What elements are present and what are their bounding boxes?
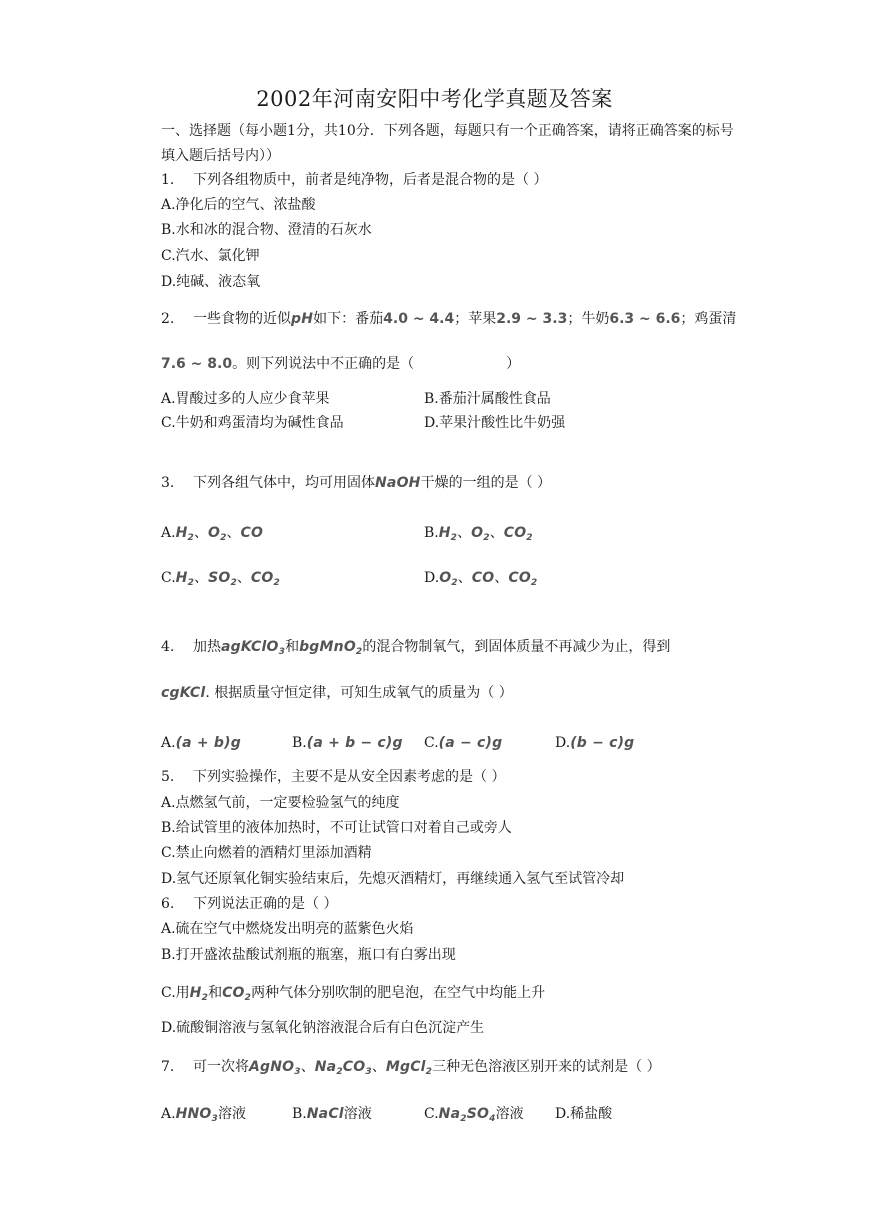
formula-co: CO [471, 570, 495, 586]
question-2 [161, 309, 736, 329]
formula-co2: $CO_2$ [250, 570, 280, 588]
q7-text: 三种无色溶液区别开来的试剂是（ ） [432, 1059, 661, 1075]
q2-text: ；苹果 [454, 311, 497, 327]
question-6 [161, 894, 337, 914]
option-label: D. [555, 735, 571, 751]
q6-option-a: A.硫在空气中燃烧发出明亮的蓝紫色火焰 [161, 921, 414, 937]
question-number: 5. [161, 769, 175, 785]
formula-h2: $H_2$ [175, 570, 195, 588]
question-number: 7. [161, 1059, 175, 1075]
formula-o2: $O_2$ [439, 570, 458, 588]
q6-text: 和 [208, 985, 223, 1001]
q2-option-c: C.牛奶和鸡蛋清均为碱性食品 [161, 415, 344, 431]
question-7: 7. 可一次将AgNO$_3$、$Na_2CO_3$、MgCl$_2$三种无色溶液区别开来的试剂是（ ） [161, 1059, 661, 1077]
q5-option-c: C.禁止向燃着的酒精灯里添加酒精 [161, 845, 372, 861]
question-3 [161, 473, 551, 493]
q4-text: 和 [285, 639, 300, 655]
question-2-cont [161, 354, 520, 374]
option-label: A. [161, 735, 176, 751]
formula-agno3: AgNO$_3$ [249, 1059, 301, 1077]
q4-option-d [555, 733, 634, 753]
option-label: B. [292, 735, 307, 751]
formula-co2: $CO_2$ [222, 985, 252, 1003]
q2-text: ） [506, 356, 521, 372]
q3-option-c: $C.H_2$、$SO_2$、$CO_2$ [161, 570, 280, 588]
page-title: 2002年河南安阳中考化学真题及答案 [256, 87, 613, 111]
ph-range-apple: 2.9 ~ 3.3 [496, 311, 568, 327]
q3-option-d: $D.O_2$、CO、$CO_2$ [424, 570, 538, 588]
question-stem: 下列说法正确的是（ ） [193, 896, 338, 912]
q1-option-b: B.水和冰的混合物、澄清的石灰水 [161, 222, 372, 238]
question-number: 4. [161, 639, 175, 655]
formula-h2: $H_2$ [189, 985, 209, 1003]
option-label: B. [292, 1106, 307, 1122]
option-label: D. [424, 570, 440, 586]
q4-option-c [424, 733, 502, 753]
question-4 [161, 637, 670, 657]
formula-nacl: NaCl [306, 1106, 344, 1122]
formula-o2: $O_2$ [471, 525, 490, 543]
q3-text: 干燥的一组的是（ ） [420, 475, 552, 491]
q2-option-d: D.苹果汁酸性比牛奶强 [424, 415, 566, 431]
q4-option-b [292, 733, 403, 753]
formula-bgmno2: bgMnO$_2$ [299, 639, 363, 657]
q1-option-d: D.纯碱、液态氧 [161, 274, 261, 290]
q1-option-a: A.净化后的空气、浓盐酸 [161, 197, 316, 213]
question-1 [161, 170, 547, 190]
ph-range-milk: 6.3 ~ 6.6 [609, 311, 681, 327]
formula-h2: $H_2$ [438, 525, 458, 543]
formula-co: CO [240, 525, 264, 541]
formula-h2: $H_2$ [175, 525, 194, 543]
ph-range-egg: 7.6 ~ 8.0 [161, 356, 233, 372]
formula-o2: $O_2$ [207, 525, 227, 543]
formula-co2: $CO_2$ [508, 570, 538, 588]
option-expression: (a + b − c)g [306, 735, 403, 751]
q6-text: C.用 [161, 985, 190, 1001]
option-label: C. [424, 1106, 439, 1122]
formula-co2: $CO_2$ [503, 525, 533, 543]
q4-text: 的混合物制氧气，到固体质量不再减少为止，得到 [362, 639, 671, 655]
formula-na2co3: $Na_2CO_3$ [314, 1059, 372, 1077]
formula-na2so4: $Na_2SO_4$ [438, 1106, 496, 1124]
option-label: A. [161, 1106, 176, 1122]
q2-text: ；牛奶 [567, 311, 610, 327]
formula-hno3: $HNO_3$ [175, 1106, 218, 1124]
option-label: C. [161, 570, 176, 586]
q2-option-b: B.番茄汁属酸性食品 [424, 391, 551, 407]
question-number: 2. [161, 311, 175, 327]
q6-option-c [161, 983, 545, 1003]
q4-text: . 根据质量守恒定律，可知生成氧气的质量为（ ） [205, 685, 513, 701]
formula-so2: $SO_2$ [208, 570, 237, 588]
formula-naoh: NaOH [375, 475, 421, 491]
option-label: A. [161, 525, 176, 541]
option-label: C. [424, 735, 439, 751]
option-label: B. [424, 525, 439, 541]
question-number: 3. [161, 475, 175, 491]
formula-agkclo3: agKClO$_3$ [221, 639, 286, 657]
q3-option-a: $A.H_2$、$O_2$、CO [161, 525, 264, 543]
section-header: 一、选择题（每小题1分，共10分．下列各题，每题只有一个正确答案，请将正确答案的标号填入题后括号内）） [161, 123, 734, 164]
q6-text: 两种气体分别吹制的肥皂泡，在空气中均能上升 [251, 985, 546, 1001]
q1-option-c: C.汽水、氯化钾 [161, 248, 260, 264]
formula-cgkcl: cgKCl [161, 685, 206, 701]
q2-text: 。则下列说法中不正确的是（ [232, 356, 415, 372]
q2-text: 如下：番茄 [313, 311, 384, 327]
q5-option-a: A.点燃氢气前，一定要检验氢气的纯度 [161, 795, 400, 811]
question-4-cont [161, 683, 513, 703]
q7-option-b: B.NaCl溶液 [292, 1106, 372, 1122]
q6-option-d: D.硫酸铜溶液与氢氧化钠溶液混合后有白色沉淀产生 [161, 1020, 485, 1036]
q5-option-b: B.给试管里的液体加热时，不可让试管口对着自己或旁人 [161, 820, 512, 836]
q2-text: ；鸡蛋清 [680, 311, 737, 327]
q7-option-c: $C.Na_2SO_4$溶液 [424, 1106, 524, 1124]
question-stem: 下列各组物质中，前者是纯净物，后者是混合物的是（ ） [193, 172, 548, 188]
ph-symbol: pH [291, 311, 314, 327]
question-5 [161, 767, 505, 787]
q2-text: 一些食物的近似 [193, 311, 291, 327]
q7-option-d: D.稀盐酸 [555, 1106, 613, 1122]
q2-option-a: A.胃酸过多的人应少食苹果 [161, 391, 330, 407]
q4-text: 加热 [193, 639, 221, 655]
option-expression: (a − c)g [438, 735, 503, 751]
q3-text: 下列各组气体中，均可用固体 [193, 475, 375, 491]
q4-option-a [161, 733, 241, 753]
question-stem: 下列实验操作，主要不是从安全因素考虑的是（ ） [193, 769, 506, 785]
q7-text: 可一次将 [193, 1059, 249, 1075]
q3-option-b: $B.H_2$、$O_2$、$CO_2$ [424, 525, 533, 543]
q6-option-b: B.打开盛浓盐酸试剂瓶的瓶塞，瓶口有白雾出现 [161, 947, 456, 963]
q5-option-d: D.氢气还原氧化铜实验结束后，先熄灭酒精灯，再继续通入氢气至试管冷却 [161, 871, 625, 887]
q7-option-a: $A.HNO_3$溶液 [161, 1106, 246, 1124]
question-number: 6. [161, 896, 175, 912]
ph-range-tomato: 4.0 ~ 4.4 [383, 311, 455, 327]
option-expression: (b − c)g [570, 735, 635, 751]
option-expression: (a + b)g [175, 735, 241, 751]
formula-mgcl2: MgCl$_2$ [385, 1059, 433, 1077]
question-number: 1. [161, 172, 175, 188]
